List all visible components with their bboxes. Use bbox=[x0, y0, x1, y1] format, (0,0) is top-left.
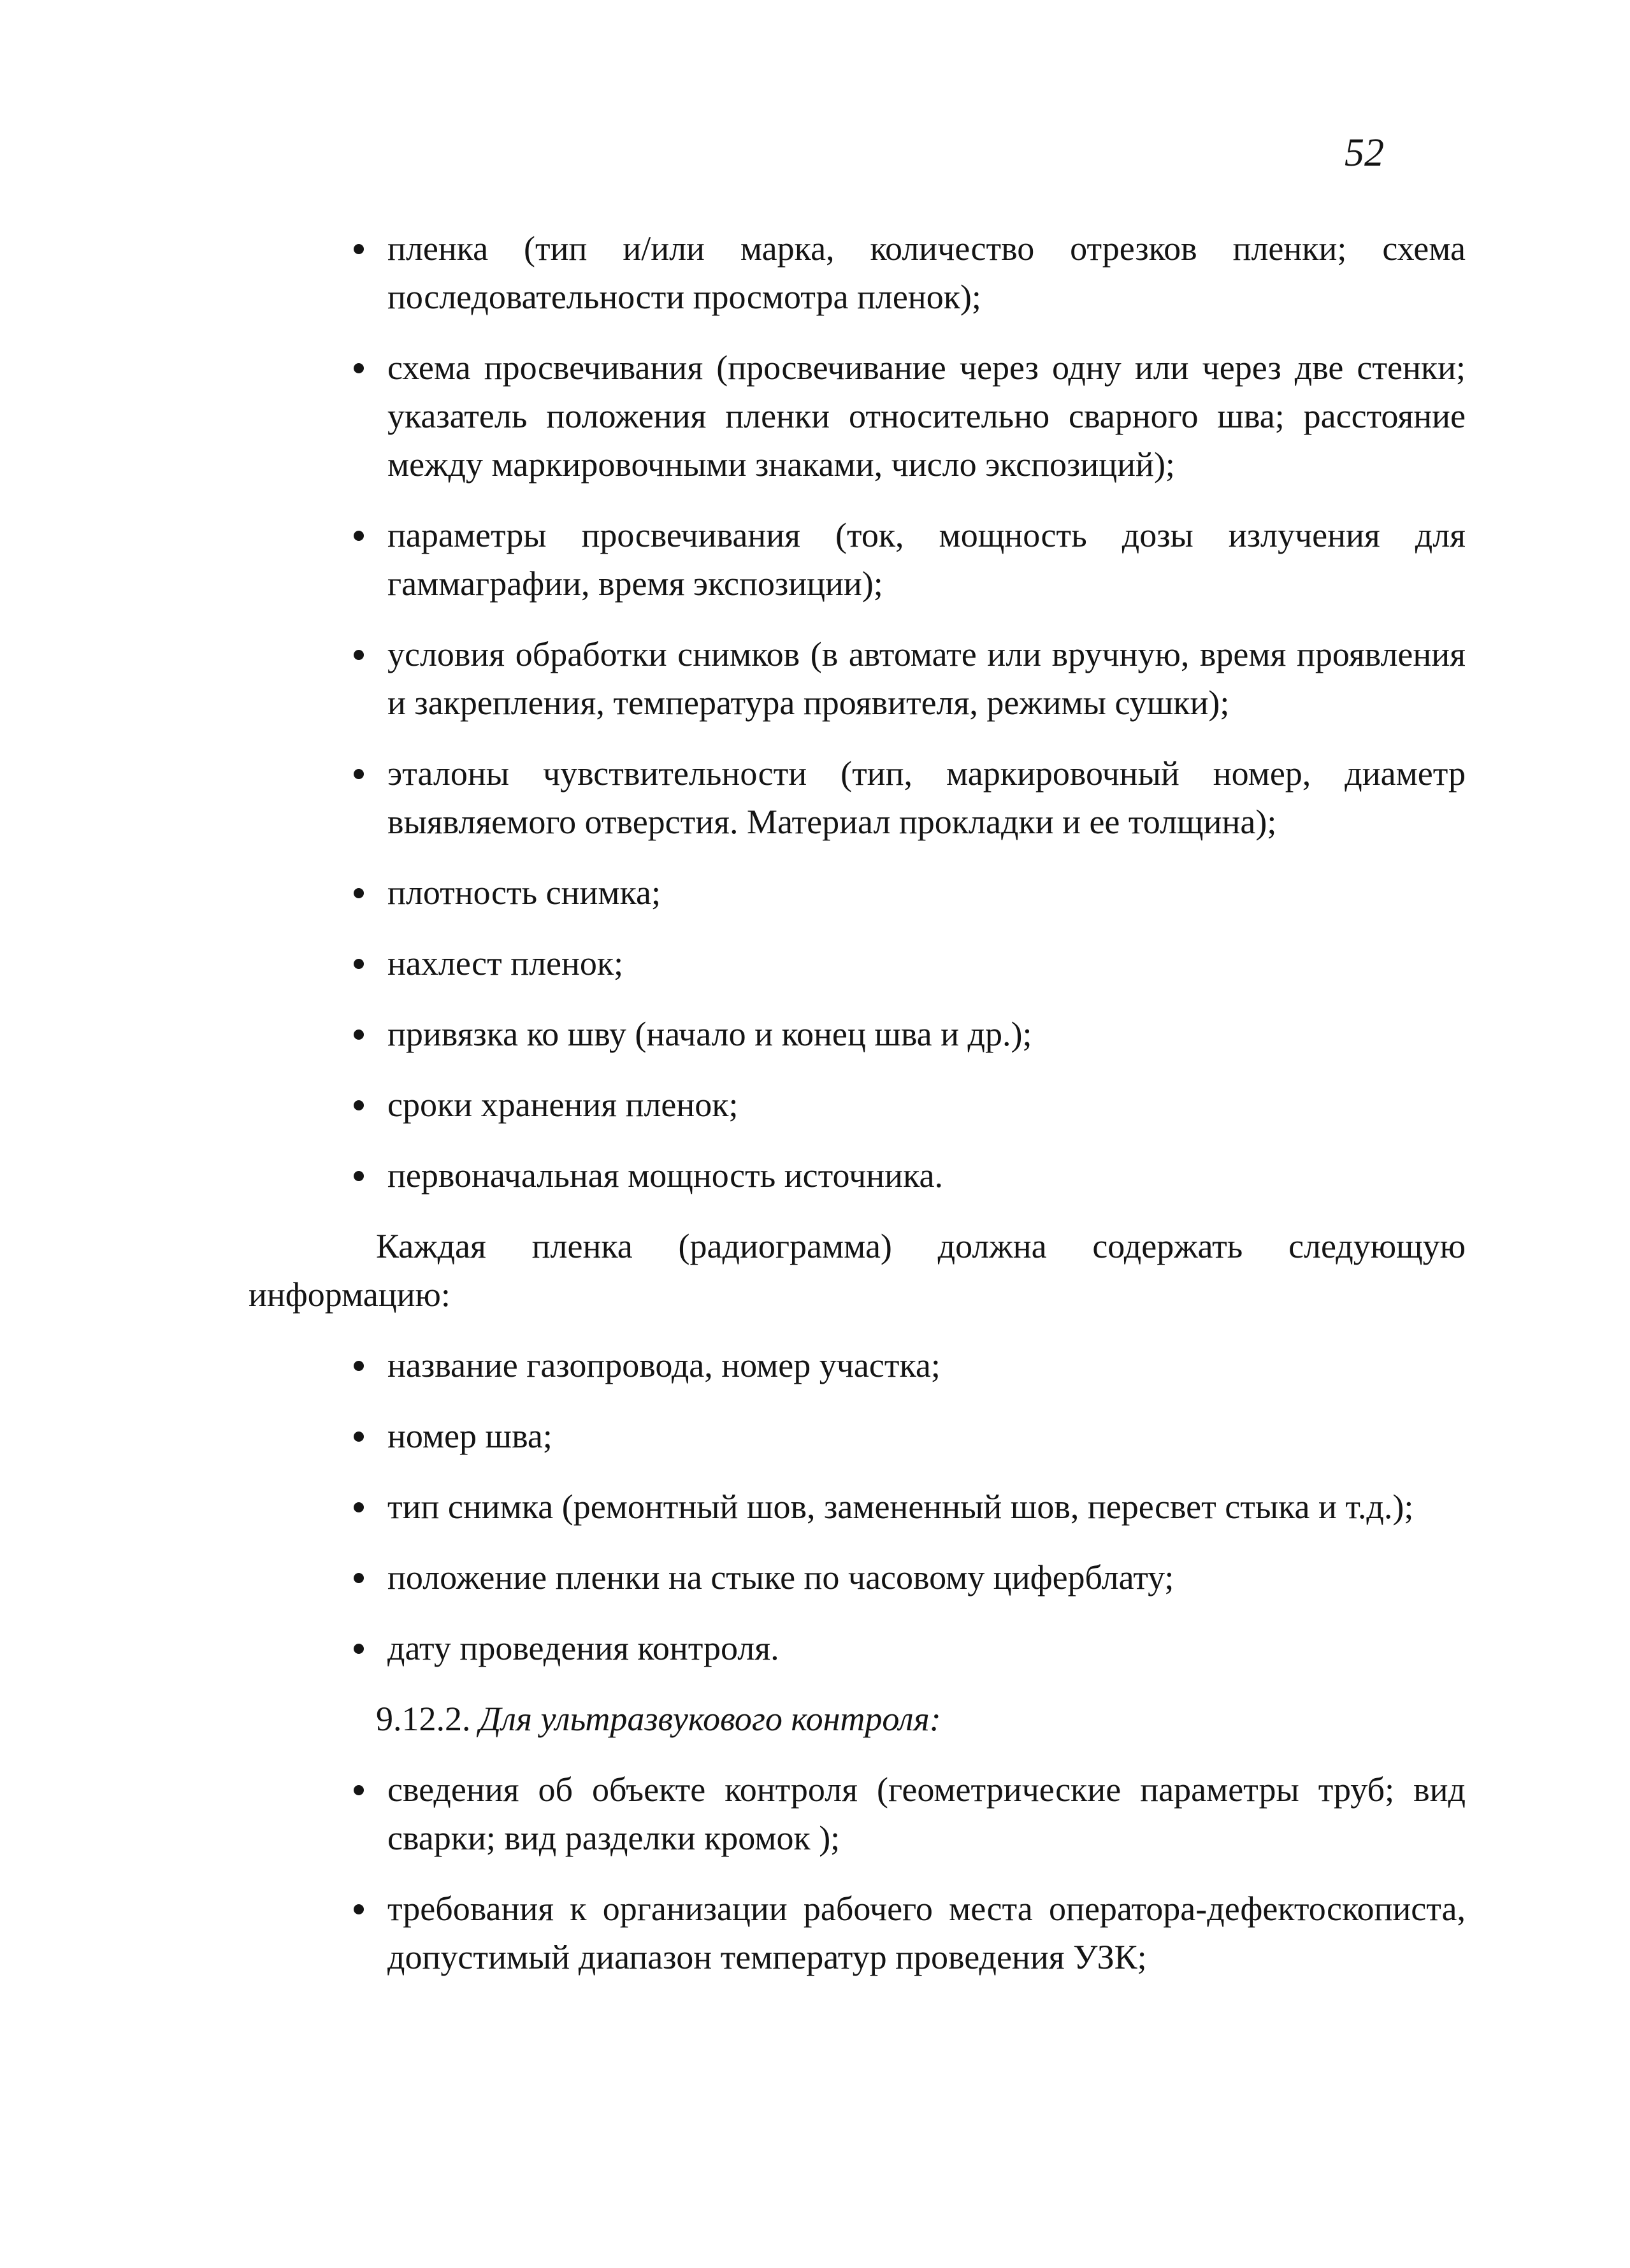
list-item-text: название газопровода, номер участка; bbox=[387, 1346, 941, 1384]
bullet-icon bbox=[354, 1361, 364, 1371]
list-item-text: положение пленки на стыке по часовому циферблату; bbox=[387, 1558, 1174, 1597]
list-item-text: параметры просвечивания (ток, мощность дозы излучения для гаммаграфии, время экспозиции); bbox=[387, 516, 1466, 603]
bullet-icon bbox=[354, 531, 364, 541]
list-item-text: дату проведения контроля. bbox=[387, 1629, 779, 1667]
list-item bbox=[249, 1341, 1466, 1389]
section-title: Для ультразвукового контроля: bbox=[479, 1700, 941, 1738]
list-item bbox=[249, 1884, 1466, 1981]
list-item bbox=[249, 868, 1466, 917]
list-item bbox=[249, 1080, 1466, 1129]
list-item-text: нахлест пленок; bbox=[387, 944, 624, 982]
list-item-text: тип снимка (ремонтный шов, замененный шов, пересвет стыка и т.д.); bbox=[387, 1488, 1414, 1526]
list-item bbox=[249, 1765, 1466, 1862]
list-item bbox=[249, 1412, 1466, 1460]
section-heading bbox=[249, 1695, 1466, 1743]
bullet-icon bbox=[354, 1573, 364, 1583]
list-item bbox=[249, 224, 1466, 321]
bullet-icon bbox=[354, 1432, 364, 1442]
list-item-text: эталоны чувствительности (тип, маркировочный номер, диаметр выявляемого отверстия. Материал прокладки и ее толщина); bbox=[387, 754, 1466, 841]
list-item bbox=[249, 1624, 1466, 1672]
bullet-icon bbox=[354, 959, 364, 969]
list-item bbox=[249, 511, 1466, 608]
list-item bbox=[249, 1553, 1466, 1602]
film-information-list bbox=[249, 1341, 1466, 1672]
bullet-icon bbox=[354, 1502, 364, 1512]
film-information-paragraph: Каждая пленка (радиограмма) должна содержать следующую информацию: bbox=[249, 1227, 1466, 1314]
page-number: 52 bbox=[1345, 131, 1384, 175]
list-item bbox=[249, 630, 1466, 727]
bullet-icon bbox=[354, 769, 364, 779]
list-item-text: пленка (тип и/или марка, количество отрезков пленки; схема последовательности просмотра пленок); bbox=[387, 229, 1466, 316]
list-item-text: условия обработки снимков (в автомате или вручную, время проявления и закрепления, температура проявителя, режимы сушки); bbox=[387, 635, 1466, 722]
bullet-icon bbox=[354, 363, 364, 373]
bullet-icon bbox=[354, 1904, 364, 1914]
list-item bbox=[249, 939, 1466, 987]
bullet-icon bbox=[354, 888, 364, 898]
list-item-text: первоначальная мощность источника. bbox=[387, 1156, 943, 1195]
list-item bbox=[249, 749, 1466, 846]
bullet-icon bbox=[354, 244, 364, 254]
bullet-icon bbox=[354, 1644, 364, 1654]
section-number: 9.12.2. bbox=[376, 1700, 471, 1738]
list-item-text: номер шва; bbox=[387, 1417, 552, 1455]
list-item-text: сведения об объекте контроля (геометрические параметры труб; вид сварки; вид разделки кромок ); bbox=[387, 1770, 1466, 1857]
body-text bbox=[249, 224, 1466, 2004]
list-item bbox=[249, 1151, 1466, 1200]
bullet-icon bbox=[354, 1785, 364, 1795]
list-item-text: схема просвечивания (просвечивание через одну или через две стенки; указатель положения пленки относительно сварного шва; расстояние между маркировочными знаками, число экспозиций); bbox=[387, 348, 1466, 484]
bullet-icon bbox=[354, 1100, 364, 1110]
list-item-text: привязка ко шву (начало и конец шва и др.); bbox=[387, 1015, 1032, 1053]
list-item bbox=[249, 1482, 1466, 1531]
list-item bbox=[249, 343, 1466, 489]
ultrasonic-requirements-list bbox=[249, 1765, 1466, 1981]
list-item-text: плотность снимка; bbox=[387, 873, 661, 912]
list-item-text: требования к организации рабочего места оператора-дефектоскописта, допустимый диапазон температур проведения УЗК; bbox=[387, 1890, 1466, 1976]
bullet-icon bbox=[354, 1030, 364, 1040]
list-item-text: сроки хранения пленок; bbox=[387, 1086, 739, 1124]
radiography-requirements-list bbox=[249, 224, 1466, 1200]
bullet-icon bbox=[354, 650, 364, 660]
list-item bbox=[249, 1010, 1466, 1058]
bullet-icon bbox=[354, 1171, 364, 1181]
